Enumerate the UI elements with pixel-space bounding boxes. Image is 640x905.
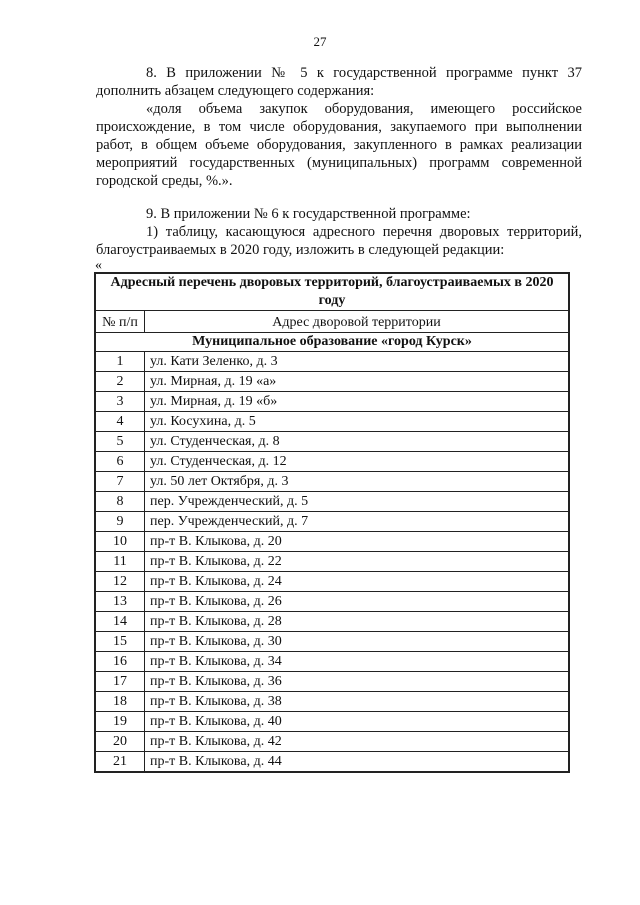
table-row xyxy=(95,672,569,692)
row-address: ул. 50 лет Октября, д. 3 xyxy=(145,472,570,492)
row-address: ул. Студенческая, д. 8 xyxy=(145,432,570,452)
table-row xyxy=(95,652,569,672)
intro-section xyxy=(96,64,582,190)
row-number: 6 xyxy=(95,452,145,472)
section9-paragraph-2: 1) таблицу, касающуюся адресного перечня дворовых территорий, благоустраиваемых в 2020 году, изложить в следующей редакции: xyxy=(96,224,582,258)
row-address: ул. Студенческая, д. 12 xyxy=(145,452,570,472)
row-address: пр-т В. Клыкова, д. 34 xyxy=(145,652,570,672)
table-row xyxy=(95,372,569,392)
row-address: пр-т В. Клыкова, д. 38 xyxy=(145,692,570,712)
row-number: 11 xyxy=(95,552,145,572)
column-header-address: Адрес дворовой территории xyxy=(145,311,570,333)
row-address: пр-т В. Клыкова, д. 40 xyxy=(145,712,570,732)
row-address: ул. Кати Зеленко, д. 3 xyxy=(145,352,570,372)
page-number: 27 xyxy=(313,34,327,49)
row-number: 12 xyxy=(95,572,145,592)
row-number: 21 xyxy=(95,752,145,773)
row-number: 19 xyxy=(95,712,145,732)
row-number: 14 xyxy=(95,612,145,632)
row-number: 4 xyxy=(95,412,145,432)
table-title: Адресный перечень дворовых территорий, благоустраиваемых в 2020 году xyxy=(95,273,569,311)
table-row xyxy=(95,552,569,572)
row-address: пр-т В. Клыкова, д. 24 xyxy=(145,572,570,592)
table-row xyxy=(95,352,569,372)
row-address: ул. Мирная, д. 19 «а» xyxy=(145,372,570,392)
table-row xyxy=(95,712,569,732)
intro-paragraph-1: 8. В приложении № 5 к государственной программе пункт 37 дополнить абзацем следующего содержания: xyxy=(96,65,582,99)
row-number: 10 xyxy=(95,532,145,552)
row-address: пр-т В. Клыкова, д. 42 xyxy=(145,732,570,752)
table-row xyxy=(95,412,569,432)
row-address: ул. Мирная, д. 19 «б» xyxy=(145,392,570,412)
address-table xyxy=(94,272,570,773)
row-address: пр-т В. Клыкова, д. 36 xyxy=(145,672,570,692)
row-number: 9 xyxy=(95,512,145,532)
row-number: 15 xyxy=(95,632,145,652)
row-number: 8 xyxy=(95,492,145,512)
municipality-header: Муниципальное образование «город Курск» xyxy=(95,333,569,352)
row-number: 16 xyxy=(95,652,145,672)
table-row xyxy=(95,452,569,472)
row-address: пр-т В. Клыкова, д. 28 xyxy=(145,612,570,632)
row-number: 5 xyxy=(95,432,145,452)
row-address: пр-т В. Клыкова, д. 30 xyxy=(145,632,570,652)
row-number: 3 xyxy=(95,392,145,412)
table-row xyxy=(95,592,569,612)
row-address: пер. Учрежденческий, д. 7 xyxy=(145,512,570,532)
intro-paragraph-2: «доля объема закупок оборудования, имеющего российское происхождение, в том числе оборудования, закупаемого при выполнении работ, в общем объеме оборудования, закупленного в рамках реализации мероприятий государственных (муниципальных) программ современной городской среды, %.». xyxy=(96,101,582,189)
table-row xyxy=(95,632,569,652)
row-address: пр-т В. Клыкова, д. 44 xyxy=(145,752,570,773)
row-number: 17 xyxy=(95,672,145,692)
row-address: пр-т В. Клыкова, д. 22 xyxy=(145,552,570,572)
row-number: 1 xyxy=(95,352,145,372)
row-number: 2 xyxy=(95,372,145,392)
row-number: 20 xyxy=(95,732,145,752)
table-row xyxy=(95,732,569,752)
table-row xyxy=(95,752,569,773)
table-row xyxy=(95,392,569,412)
row-number: 7 xyxy=(95,472,145,492)
table-row xyxy=(95,432,569,452)
section-9 xyxy=(96,205,582,259)
row-address: ул. Косухина, д. 5 xyxy=(145,412,570,432)
row-number: 18 xyxy=(95,692,145,712)
row-address: пр-т В. Клыкова, д. 26 xyxy=(145,592,570,612)
row-address: пр-т В. Клыкова, д. 20 xyxy=(145,532,570,552)
table-row xyxy=(95,572,569,592)
column-header-number: № п/п xyxy=(95,311,145,333)
table-row xyxy=(95,512,569,532)
row-number: 13 xyxy=(95,592,145,612)
section9-paragraph-1: 9. В приложении № 6 к государственной программе: xyxy=(146,206,471,222)
table-row xyxy=(95,692,569,712)
row-address: пер. Учрежденческий, д. 5 xyxy=(145,492,570,512)
opening-quote: « xyxy=(95,258,102,273)
table-row xyxy=(95,532,569,552)
table-row xyxy=(95,612,569,632)
table-row xyxy=(95,492,569,512)
table-body xyxy=(95,352,569,773)
table-row xyxy=(95,472,569,492)
